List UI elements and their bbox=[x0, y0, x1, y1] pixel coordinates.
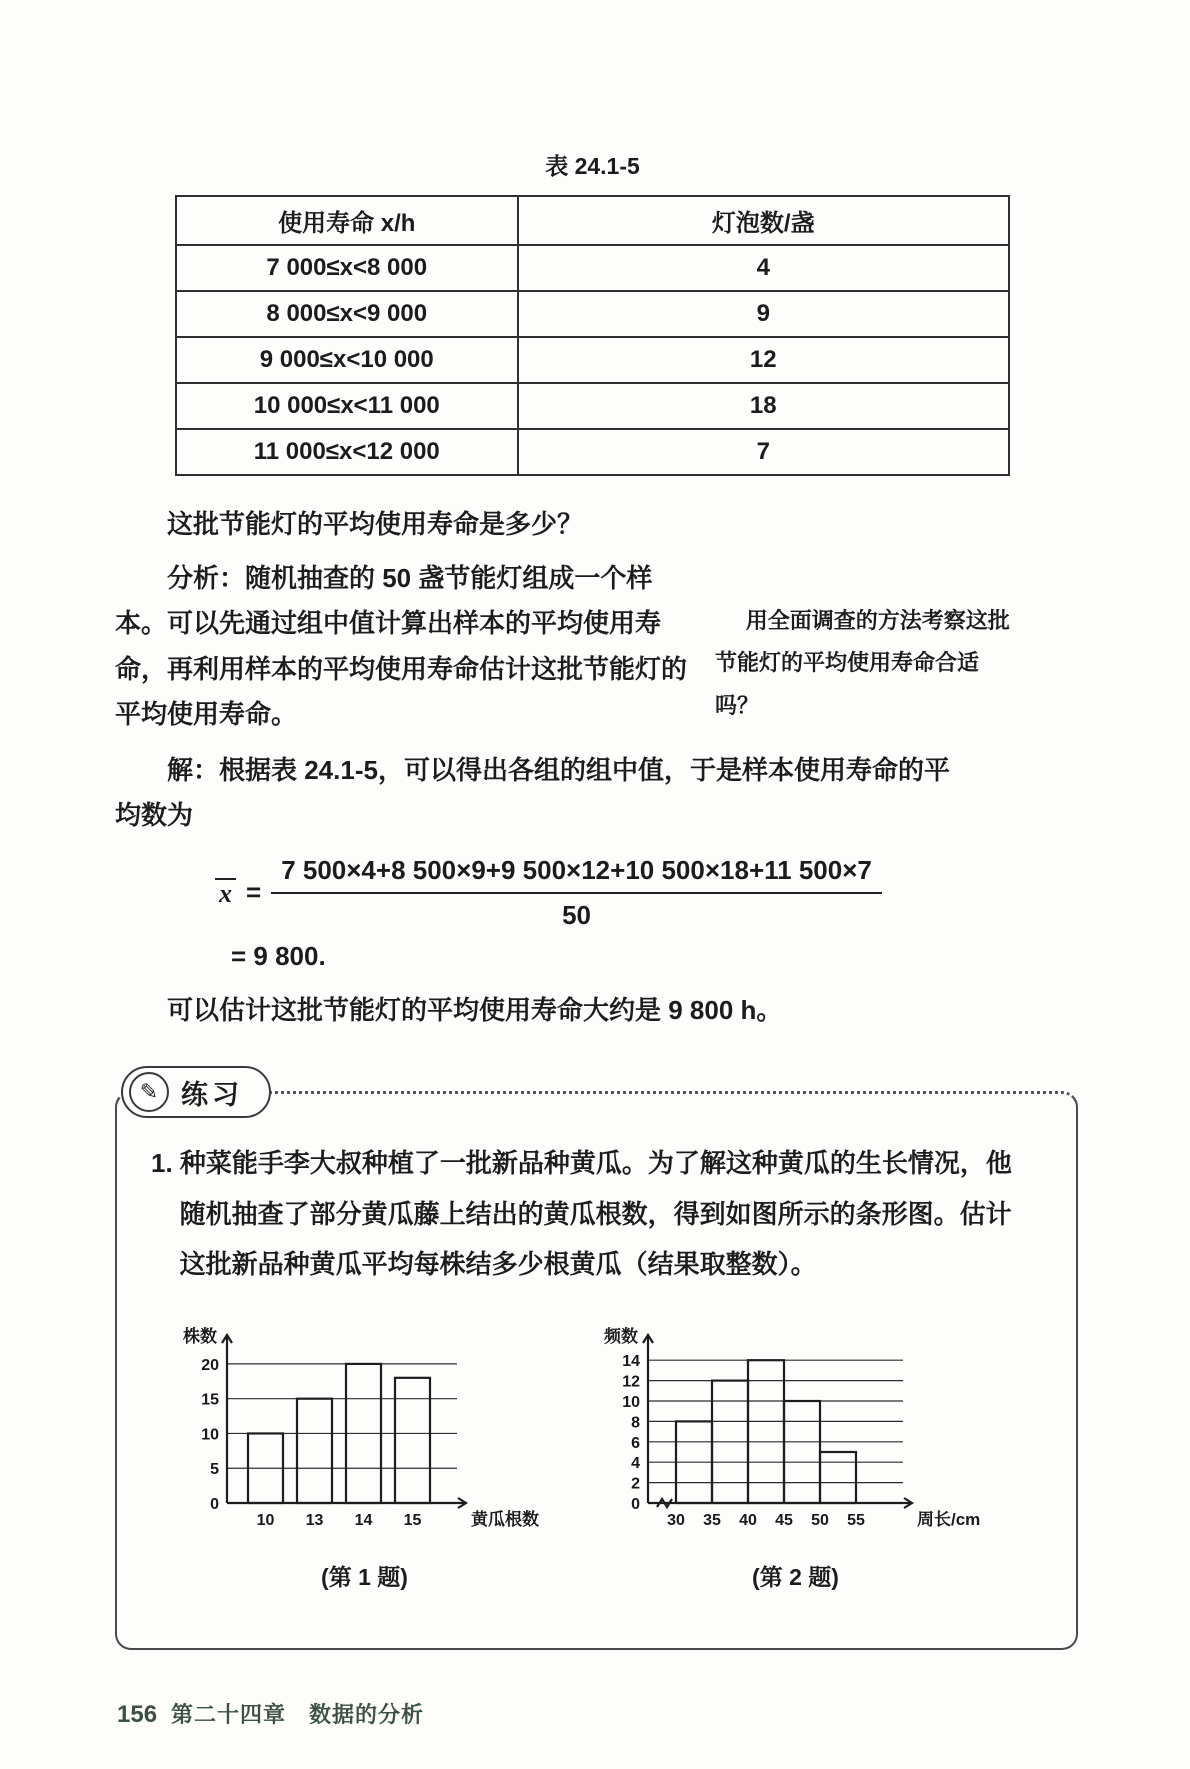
table-row bbox=[176, 429, 1009, 475]
col-header-bulb-count: 灯泡数/盏 bbox=[518, 196, 1009, 245]
svg-text:14: 14 bbox=[354, 1512, 373, 1530]
svg-text:50: 50 bbox=[811, 1512, 829, 1530]
bulb-count: 12 bbox=[518, 337, 1009, 383]
conclusion-paragraph: 可以估计这批节能灯的平均使用寿命大约是 9 800 h。 bbox=[167, 994, 783, 1025]
analysis-block bbox=[115, 556, 1010, 738]
bulb-count: 18 bbox=[518, 383, 1009, 429]
lifespan-range: 11 000≤x<12 000 bbox=[176, 429, 518, 475]
figure-problem-2 bbox=[598, 1320, 993, 1592]
svg-text:40: 40 bbox=[739, 1512, 757, 1530]
svg-text:10: 10 bbox=[622, 1394, 640, 1412]
svg-text:55: 55 bbox=[847, 1512, 865, 1530]
table-row bbox=[176, 337, 1009, 383]
svg-text:0: 0 bbox=[210, 1496, 219, 1514]
bulb-count: 9 bbox=[518, 291, 1009, 337]
practice-label: 练习 bbox=[181, 1079, 243, 1110]
bulb-count: 7 bbox=[518, 429, 1009, 475]
fraction-denominator: 50 bbox=[562, 899, 591, 930]
page-footer bbox=[117, 1698, 1078, 1729]
svg-text:30: 30 bbox=[667, 1512, 685, 1530]
svg-text:10: 10 bbox=[201, 1426, 219, 1444]
svg-text:周长/cm: 周长/cm bbox=[917, 1510, 981, 1530]
svg-text:4: 4 bbox=[631, 1455, 640, 1473]
pencil-icon: ✎ bbox=[129, 1072, 169, 1112]
svg-text:8: 8 bbox=[631, 1414, 640, 1432]
svg-text:10: 10 bbox=[256, 1512, 275, 1530]
lamp-lifespan-table bbox=[175, 195, 1010, 476]
charts-row bbox=[177, 1320, 1032, 1592]
svg-text:15: 15 bbox=[403, 1512, 422, 1530]
fraction-numerator: 7 500×4+8 500×9+9 500×12+10 500×18+11 500×7 bbox=[271, 855, 882, 894]
lifespan-range: 9 000≤x<10 000 bbox=[176, 337, 518, 383]
practice-header bbox=[121, 1066, 271, 1118]
formula-result: = 9 800. bbox=[231, 940, 326, 971]
svg-text:5: 5 bbox=[210, 1461, 219, 1479]
lifespan-range: 7 000≤x<8 000 bbox=[176, 245, 518, 291]
mean-formula bbox=[215, 855, 1010, 931]
col-header-lifespan: 使用寿命 x/h bbox=[176, 196, 518, 245]
equals-sign: = bbox=[246, 877, 262, 907]
lifespan-range: 10 000≤x<11 000 bbox=[176, 383, 518, 429]
svg-text:20: 20 bbox=[201, 1356, 219, 1374]
body-text bbox=[115, 502, 1010, 1033]
table-row bbox=[176, 245, 1009, 291]
analysis-paragraph: 分析：随机抽查的 50 盏节能灯组成一个样本。可以先通过组中值计算出样本的平均使用寿命，再利用样本的平均使用寿命估计这批节能灯的平均使用寿命。 bbox=[115, 562, 688, 729]
bar-chart-svg bbox=[177, 1320, 552, 1538]
bulb-count: 4 bbox=[518, 245, 1009, 291]
svg-text:株数: 株数 bbox=[183, 1327, 217, 1347]
table-row bbox=[176, 383, 1009, 429]
table-caption: 表 24.1-5 bbox=[545, 153, 640, 179]
svg-text:2: 2 bbox=[631, 1475, 640, 1493]
svg-text:35: 35 bbox=[703, 1512, 721, 1530]
svg-text:13: 13 bbox=[305, 1512, 324, 1530]
question-paragraph: 这批节能灯的平均使用寿命是多少？ bbox=[167, 509, 584, 539]
svg-text:频数: 频数 bbox=[604, 1327, 638, 1347]
page-number: 156 bbox=[117, 1701, 158, 1729]
lifespan-range: 8 000≤x<9 000 bbox=[176, 291, 518, 337]
figure-problem-1 bbox=[177, 1320, 552, 1592]
figure-1-caption: (第 1 题) bbox=[321, 1564, 408, 1591]
svg-text:15: 15 bbox=[201, 1391, 219, 1409]
problem-1-text: 1. 种菜能手李大叔种植了一批新品种黄瓜。为了解这种黄瓜的生长情况，他随机抽查了部分黄瓜藤上结出的黄瓜根数，得到如图所示的条形图。估计这批新品种黄瓜平均每株结多少根黄瓜（结果取整数）。 bbox=[151, 1148, 1012, 1280]
solution-paragraph: 解：根据表 24.1-5，可以得出各组的组中值，于是样本使用寿命的平均数为 bbox=[115, 754, 950, 830]
chapter-title: 第二十四章 数据的分析 bbox=[171, 1702, 425, 1728]
table-row bbox=[176, 291, 1009, 337]
fraction bbox=[271, 855, 882, 931]
svg-text:黄瓜根数: 黄瓜根数 bbox=[471, 1510, 539, 1530]
circumference-histogram bbox=[598, 1320, 993, 1543]
svg-text:45: 45 bbox=[775, 1512, 793, 1530]
practice-section bbox=[115, 1079, 1078, 1650]
bar-chart-svg bbox=[598, 1320, 993, 1538]
x-bar-variable: x bbox=[215, 878, 236, 907]
table-header-row bbox=[176, 196, 1009, 245]
cucumber-bar-chart bbox=[177, 1320, 552, 1543]
svg-text:6: 6 bbox=[631, 1434, 640, 1452]
svg-text:14: 14 bbox=[622, 1353, 640, 1371]
margin-note: 用全面调查的方法考察这批节能灯的平均使用寿命合适吗？ bbox=[715, 607, 1010, 719]
figure-2-caption: (第 2 题) bbox=[752, 1564, 839, 1591]
svg-text:0: 0 bbox=[631, 1496, 640, 1514]
svg-text:12: 12 bbox=[622, 1373, 640, 1391]
